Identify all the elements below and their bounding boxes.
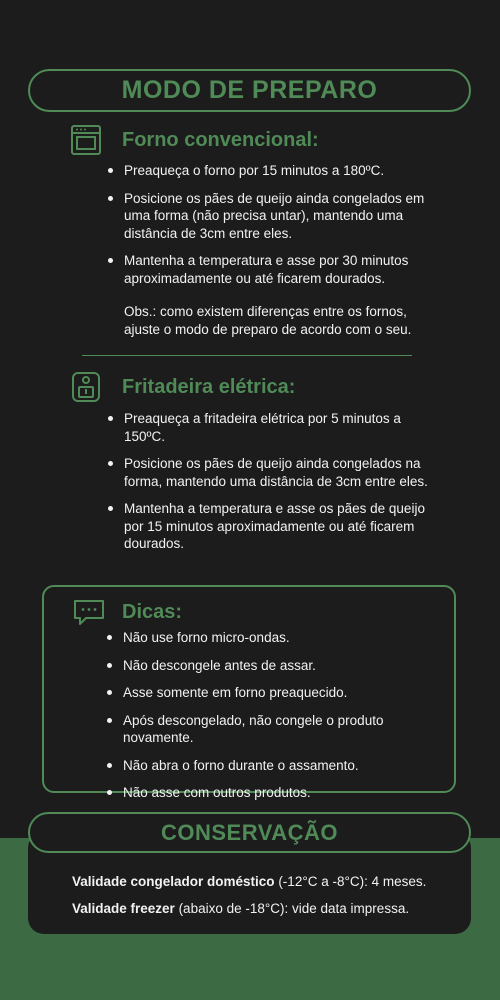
tips-list xyxy=(107,629,452,812)
oven-icon xyxy=(70,124,104,156)
oven-steps-list xyxy=(108,162,428,297)
list-item: Após descongelado, não congele o produto novamente. xyxy=(107,712,452,747)
list-item: Não abra o forno durante o assamento. xyxy=(107,757,452,775)
chat-bubble-icon xyxy=(72,596,106,628)
shelf-life-freezer-value: (abaixo de -18°C): vide data impressa. xyxy=(174,901,410,916)
shelf-life-freezer-label: Validade freezer xyxy=(72,901,175,916)
list-item: Preaqueça a fritadeira elétrica por 5 minutos a 150ºC. xyxy=(108,410,430,445)
conservation-title: CONSERVAÇÃO xyxy=(28,812,471,853)
shelf-life-home-freezer-label: Validade congelador doméstico xyxy=(72,874,275,889)
list-item: Posicione os pães de queijo ainda congelados em uma forma (não precisa untar), mantendo uma distância de 3cm entre eles. xyxy=(108,190,428,243)
oven-note: Obs.: como existem diferenças entre os fornos, ajuste o modo de preparo de acordo com o seu. xyxy=(124,304,412,337)
list-item: Asse somente em forno preaquecido. xyxy=(107,684,452,702)
shelf-life-home-freezer xyxy=(72,874,426,889)
tips-section-title: Dicas: xyxy=(122,600,183,623)
shelf-life-freezer xyxy=(72,901,409,916)
airfryer-steps-list xyxy=(108,410,430,563)
section-divider xyxy=(82,355,412,356)
list-item: Mantenha a temperatura e asse por 30 minutos aproximadamente ou até ficarem dourados. xyxy=(108,252,428,287)
list-item: Não descongele antes de assar. xyxy=(107,657,452,675)
list-item: Mantenha a temperatura e asse os pães de queijo por 15 minutos aproximadamente ou até ficarem dourados. xyxy=(108,500,430,553)
shelf-life-home-freezer-value: (-12°C a -8°C): 4 meses. xyxy=(274,874,427,889)
airfryer-section-header xyxy=(70,371,295,403)
list-item: Posicione os pães de queijo ainda congelados na forma, mantendo uma distância de 3cm entre eles. xyxy=(108,455,430,490)
oven-section-header xyxy=(70,124,319,156)
page-title: MODO DE PREPARO xyxy=(28,69,471,112)
list-item: Não asse com outros produtos. xyxy=(107,784,452,802)
airfryer-section-title: Fritadeira elétrica: xyxy=(122,375,296,398)
oven-section-title: Forno convencional: xyxy=(122,128,319,151)
list-item: Não use forno micro-ondas. xyxy=(107,629,452,647)
air-fryer-icon xyxy=(70,371,104,403)
list-item: Preaqueça o forno por 15 minutos a 180ºC. xyxy=(108,162,428,180)
tips-section-header xyxy=(72,596,182,628)
